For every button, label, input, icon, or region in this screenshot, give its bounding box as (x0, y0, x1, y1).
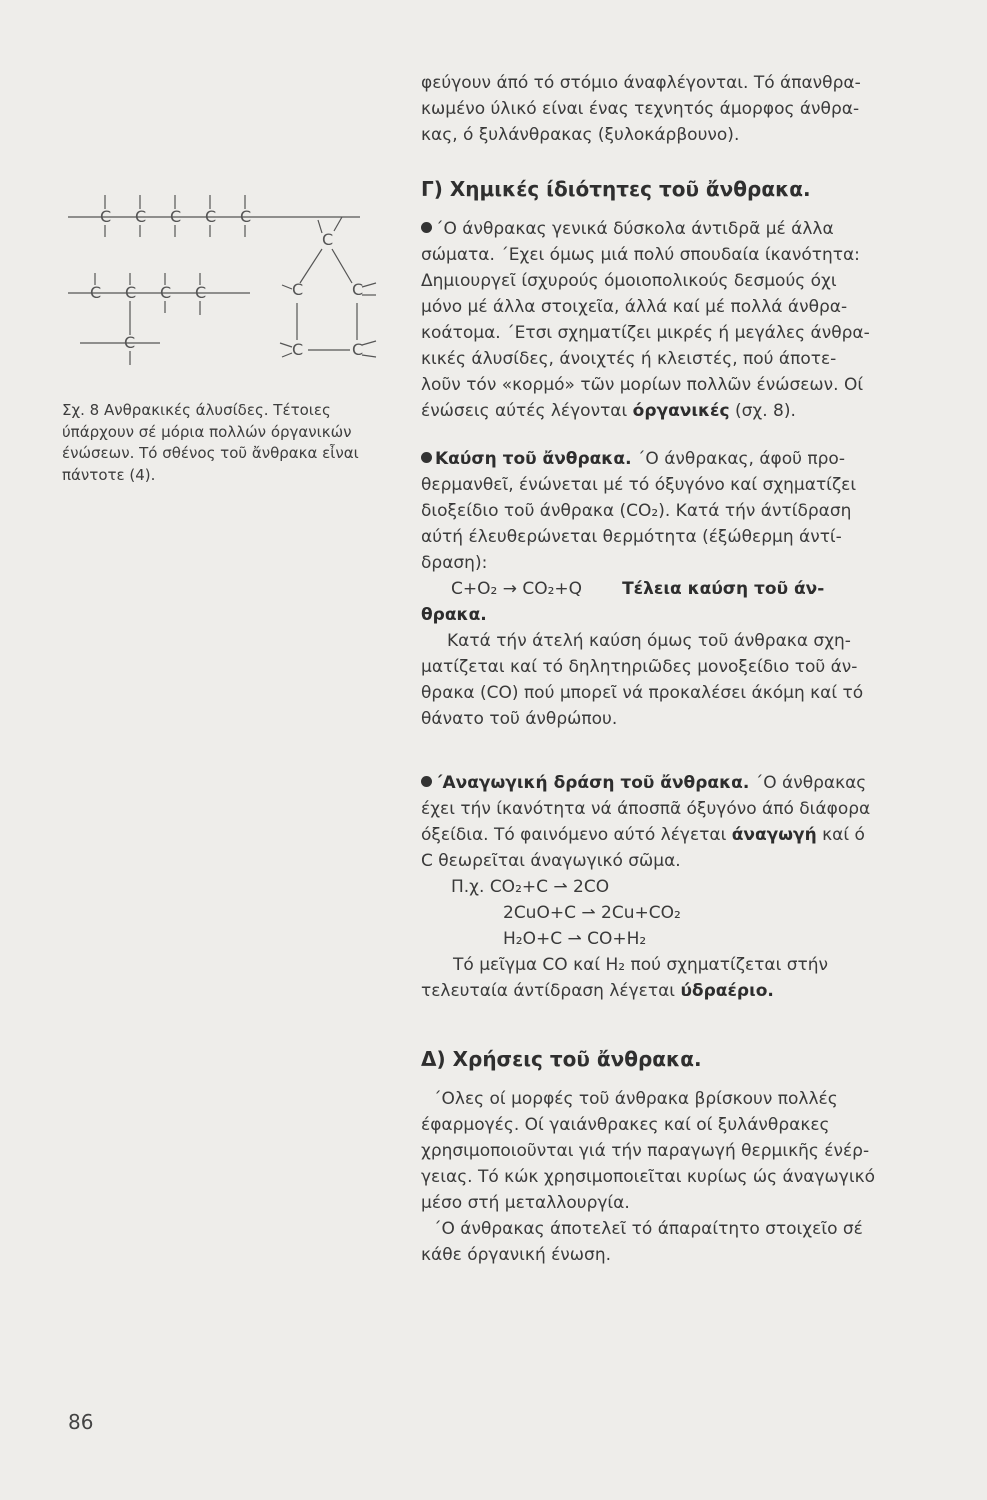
text-line: ΄Ο άνθρακας άποτελεῖ τό άπαραίτητο στοιχεῖο σέ (433, 1219, 863, 1239)
text-line: ΄Ολες οί μορφές τοῦ άνθρακα βρίσκουν πολλές (433, 1089, 838, 1109)
text-line (421, 978, 899, 1004)
svg-text:C: C (100, 207, 112, 226)
section-d-title: Δ) Χρήσεις τοῦ ἄνθρακα. (421, 1047, 702, 1071)
section-c-title: Γ) Χημικές ίδιότητες τοῦ ἄνθρακα. (421, 177, 811, 201)
text-line: ματίζεται καί τό δηλητηριῶδες μονοξείδιο τοῦ άν- (421, 657, 858, 677)
text-line: δραση): (421, 553, 488, 573)
text-line: χρησιμοποιοῦνται γιά τήν παραγωγή θερμικῆς ένέρ- (421, 1141, 870, 1161)
svg-text:C: C (292, 280, 304, 299)
svg-text:C: C (90, 283, 102, 302)
text-line: διοξείδιο τοῦ άνθρακα (CO₂). Κατά τήν άντίδραση (421, 501, 852, 521)
text-line (421, 398, 899, 424)
text-span: ΄Ο άνθρακας γενικά δύσκολα άντιδρᾶ μέ άλλα (435, 219, 834, 239)
bold-term: Τέλεια καύση τοῦ άν- (622, 579, 825, 599)
svg-text:C: C (205, 207, 217, 226)
text-line: έχει τήν ίκανότητα νά άποσπᾶ όξυγόνο άπό διάφορα (421, 799, 871, 819)
closed-ring (280, 217, 376, 359)
text-line: λοῦν τόν «κορμό» τῶν μορίων πολλῶν ένώσεων. Οί (421, 375, 864, 395)
caption-line: ένώσεων. Τό σθένος τοῦ ἄνθρακα εἶναι (62, 444, 359, 462)
open-chain-top (68, 195, 360, 237)
equation: Π.χ. CO₂+C ⇀ 2CO (451, 877, 610, 897)
text-span: τελευταία άντίδραση λέγεται (421, 981, 681, 1001)
text-line: σώματα. ΄Εχει όμως μιά πολύ σπουδαία ίκανότητα: (421, 245, 860, 265)
bold-term: ύδραέριο. (680, 981, 774, 1001)
text-line: μόνο μέ άλλα στοιχεῖα, άλλά καί μέ πολλά άνθρα- (421, 297, 848, 317)
svg-text:C: C (352, 340, 364, 359)
figure-caption (62, 400, 402, 486)
text-span: (σχ. 8). (729, 401, 796, 421)
text-line: Δημιουργεῖ ίσχυρούς όμοιοπολικούς δεσμούς όχι (421, 271, 837, 291)
svg-text:C: C (240, 207, 252, 226)
caption-line: πάντοτε (4). (62, 465, 156, 484)
svg-text:C: C (125, 283, 137, 302)
svg-text:C: C (322, 230, 334, 249)
page-number: 86 (68, 1410, 94, 1434)
svg-text:C: C (160, 283, 172, 302)
svg-text:C: C (135, 207, 147, 226)
bullet-icon (421, 776, 432, 787)
text-line (421, 446, 899, 472)
text-line: Κατά τήν άτελή καύση όμως τοῦ άνθρακα σχη- (447, 631, 851, 651)
text-line (421, 770, 899, 796)
text-span: ΄Ο άνθρακας, άφοῦ προ- (631, 449, 845, 469)
text-line: κωμένο ύλικό είναι ένας τεχνητός άμορφος άνθρα- (421, 99, 860, 119)
svg-text:C: C (292, 340, 304, 359)
text-line: μέσο στή μεταλλουργία. (421, 1193, 630, 1213)
text-line: κας, ό ξυλάνθρακας (ξυλοκάρβουνο). (421, 125, 740, 145)
text-line: θερμανθεῖ, ένώνεται μέ τό όξυγόνο καί σχηματίζει (421, 475, 857, 495)
equation: 2CuO+C ⇀ 2Cu+CO₂ (503, 903, 681, 923)
svg-text:C: C (195, 283, 207, 302)
bullet-icon (421, 222, 432, 233)
text-span: ένώσεις αύτές λέγονται (421, 401, 633, 421)
text-line: κάθε όργανική ένωση. (421, 1245, 611, 1265)
caption-line: Σχ. 8 Ανθρακικές άλυσίδες. Τέτοιες (62, 401, 331, 419)
text-line: θρακα (CO) πού μπορεῖ νά προκαλέσει άκόμη καί τό (421, 683, 864, 703)
main-text-column (421, 70, 899, 1268)
bold-term: όργανικές (632, 401, 730, 421)
text-line: θάνατο τοῦ άνθρώπου. (421, 709, 618, 729)
combustion-title: Καύση τοῦ ἄνθρακα. (435, 449, 632, 469)
equation: H₂O+C ⇀ CO+H₂ (503, 929, 647, 949)
bold-term: θρακα. (421, 605, 487, 625)
carbon-chains-diagram (60, 165, 400, 380)
caption-line: ύπάρχουν σέ μόρια πολλών όργανικών (62, 422, 352, 441)
bullet-icon (421, 452, 432, 463)
text-line: κοάτομα. ΄Ετσι σχηματίζει μικρές ή μεγάλες άνθρα- (421, 323, 870, 343)
text-line: φεύγουν άπό τό στόμιο άναφλέγονται. Τό άπανθρα- (421, 73, 861, 93)
text-line: γειας. Τό κώκ χρησιμοποιεῖται κυρίως ώς άναγωγικό (421, 1167, 875, 1187)
branched-chain (68, 273, 250, 365)
text-line (421, 822, 899, 848)
text-line (421, 216, 899, 242)
text-span: καί ό (816, 825, 865, 845)
svg-text:C: C (352, 280, 364, 299)
text-span: ΄Ο άνθρακας (749, 773, 867, 793)
svg-text:C: C (170, 207, 182, 226)
text-line: Τό μεῖγμα CO καί H₂ πού σχηματίζεται στήν (453, 955, 829, 975)
equation-complete-combustion (421, 576, 899, 602)
svg-text:C: C (124, 333, 136, 352)
text-line: έφαρμογές. Οί γαιάνθρακες καί οί ξυλάνθρακες (421, 1115, 830, 1135)
reduction-title: ΄Αναγωγική δράση τοῦ ἄνθρακα. (435, 773, 750, 793)
equation: C+O₂ → CO₂+Q (451, 579, 583, 599)
text-line: κικές άλυσίδες, άνοιχτές ή κλειστές, πού άποτε- (421, 349, 837, 369)
text-line: αύτή έλευθερώνεται θερμότητα (έξώθερμη άντί- (421, 527, 842, 547)
text-line (421, 602, 899, 628)
text-span: όξείδια. Τό φαινόμενο αύτό λέγεται (421, 825, 732, 845)
text-line: C θεωρεῖται άναγωγικό σῶμα. (421, 851, 681, 871)
bold-term: άναγωγή (731, 825, 817, 845)
